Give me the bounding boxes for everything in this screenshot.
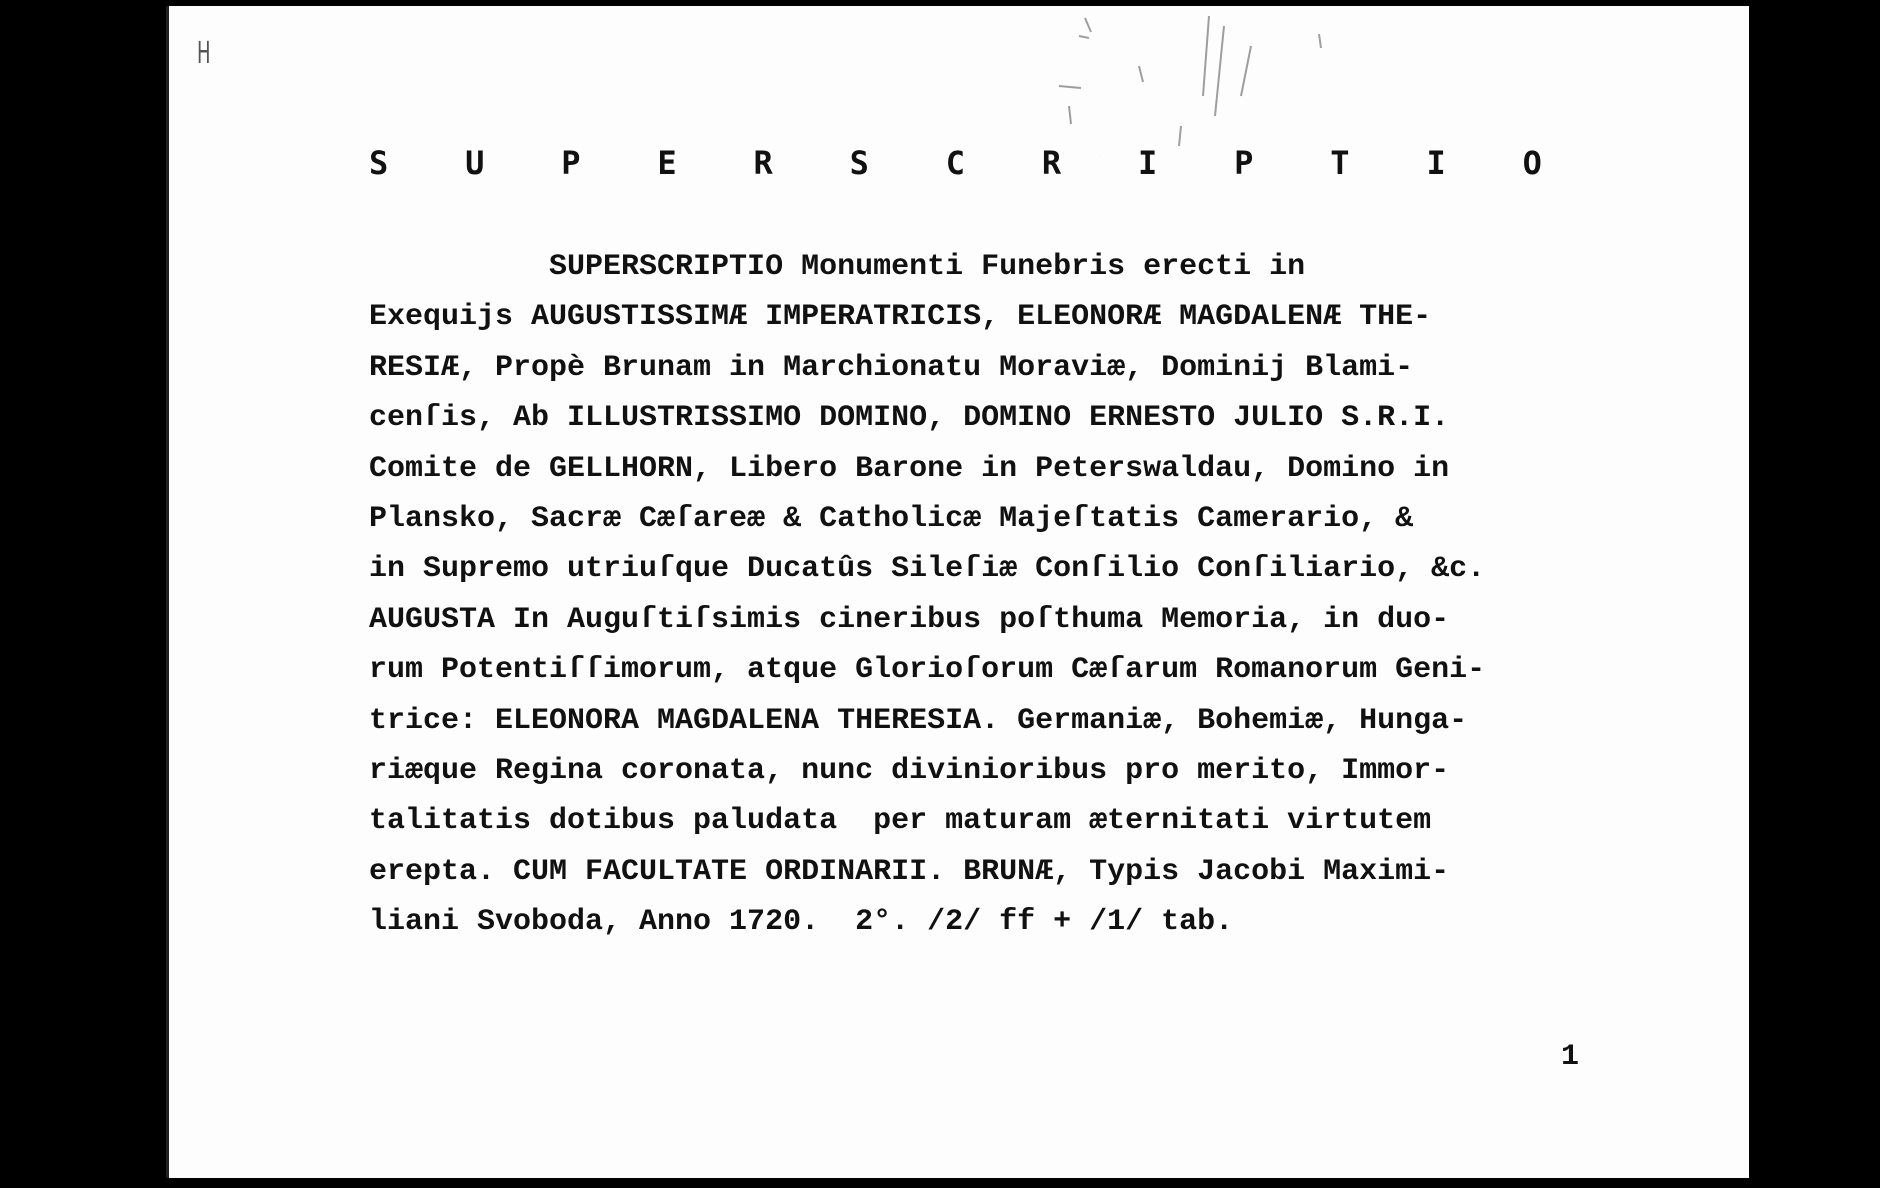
body-line: Exequijs AUGUSTISSIMÆ IMPERATRICIS, ELEONORÆ MAGDALENÆ THE- <box>369 300 1432 335</box>
body-line: rum Potentiſſimorum, atque Glorioſorum Cæſarum Romanorum Geni- <box>369 653 1486 688</box>
body-line: Comite de GELLHORN, Libero Barone in Peterswaldau, Domino in <box>369 451 1450 486</box>
card-body <box>369 242 1669 947</box>
body-line: RESIÆ, Propè Brunam in Marchionatu Moraviæ, Dominij Blami- <box>369 350 1414 385</box>
body-line: SUPERSCRIPTIO Monumenti Funebris erecti in <box>369 250 1306 284</box>
body-line: erepta. CUM FACULTATE ORDINARII. BRUNÆ, Typis Jacobi Maximi- <box>369 854 1450 889</box>
body-line: liani Svoboda, Anno 1720. 2°. /2/ ff + /1/ tab. <box>369 905 1234 940</box>
body-line: riæque Regina coronata, nunc divinioribus pro merito, Immor- <box>369 753 1450 788</box>
corner-mark: H <box>197 36 211 71</box>
page-number: 1 <box>1560 1040 1579 1074</box>
body-line: Plansko, Sacræ Cæſareæ & Catholicæ Majeſtatis Camerario, & <box>369 501 1414 536</box>
body-line: talitatis dotibus paludata per maturam æternitati virtutem <box>369 804 1432 839</box>
body-line: trice: ELEONORA MAGDALENA THERESIA. Germaniæ, Bohemiæ, Hunga- <box>369 703 1468 738</box>
card-heading: S U P E R S C R I P T I O <box>369 144 1571 182</box>
body-line: AUGUSTA In Auguſtiſsimis cineribus poſthuma Memoria, in duo- <box>369 602 1450 637</box>
catalog-card <box>166 6 1749 1178</box>
body-line: in Supremo utriuſque Ducatûs Sileſiæ Conſilio Conſiliario, &c. <box>369 552 1486 587</box>
body-line: cenſis, Ab ILLUSTRISSIMO DOMINO, DOMINO ERNESTO JULIO S.R.I. <box>369 401 1450 436</box>
faded-stamp <box>1019 6 1379 156</box>
